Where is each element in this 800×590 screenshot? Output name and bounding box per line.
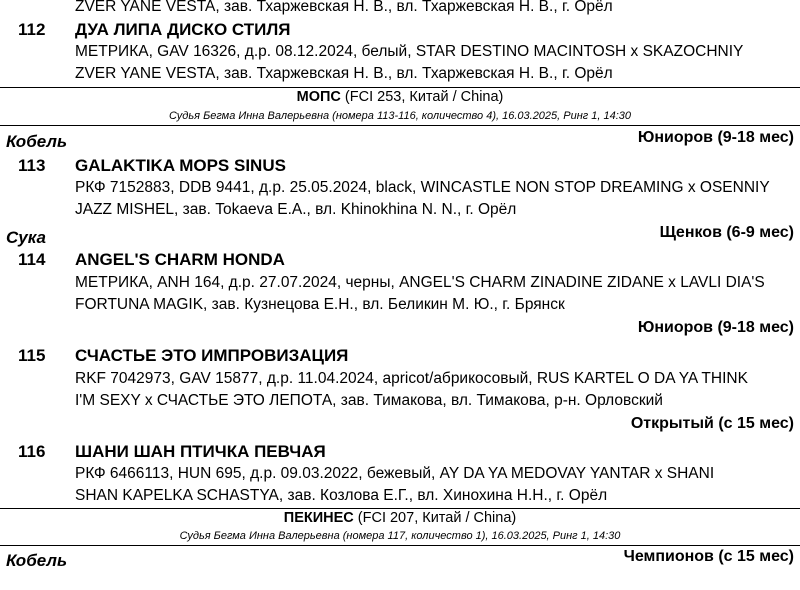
- entry-details-116-line1: РКФ 6466113, HUN 695, д.р. 09.03.2022, бежевый, AY DA YA MEDOVAY YANTAR x SHANI: [75, 465, 715, 482]
- breed-divider: [0, 508, 800, 509]
- class-label-junior: Юниоров (9-18 мес): [637, 129, 794, 146]
- class-label-junior: Юниоров (9-18 мес): [637, 319, 794, 336]
- entry-number-115: 115: [18, 346, 46, 365]
- class-label-puppy: Щенков (6-9 мес): [659, 224, 794, 241]
- judge-info-pekingese: Судья Бегма Инна Валерьевна (номера 117, количество 1), 16.03.2025, Ринг 1, 14:30: [179, 530, 621, 542]
- entry-number-116: 116: [18, 442, 46, 461]
- breed-divider: [0, 125, 800, 126]
- class-label-champion: Чемпионов (с 15 мес): [623, 548, 794, 565]
- entry-details-114-line2: FORTUNA MAGIK, зав. Кузнецова Е.Н., вл. Беликин М. Ю., г. Брянск: [75, 296, 565, 313]
- breed-header-pekingese: [0, 510, 800, 526]
- breed-divider: [0, 545, 800, 546]
- entry-details-116-line2: SHAN KAPELKA SCHASTYA, зав. Козлова Е.Г., вл. Хинохина Н.Н., г. Орёл: [75, 487, 608, 504]
- entry-name-114: ANGEL'S CHARM HONDA: [75, 250, 285, 269]
- breed-divider: [0, 87, 800, 88]
- entry-name-115: СЧАСТЬЕ ЭТО ИМПРОВИЗАЦИЯ: [75, 346, 349, 365]
- breed-header-pug: [0, 89, 800, 105]
- entry-name-113: GALAKTIKA MOPS SINUS: [75, 156, 286, 175]
- entry-details-114-line1: МЕТРИКА, ANH 164, д.р. 27.07.2024, черны, ANGEL'S CHARM ZINADINE ZIDANE x LAVLI DIA'S: [75, 274, 765, 291]
- sex-label-female: Сука: [6, 228, 47, 247]
- entry-details-112-line2: ZVER YANE VESTA, зав. Тхаржевская Н. В., вл. Тхаржевская Н. В., г. Орёл: [75, 65, 613, 82]
- entry-details-115-line1: RKF 7042973, GAV 15877, д.р. 11.04.2024, apricot/абрикосовый, RUS KARTEL O DA YA THINK: [75, 370, 748, 387]
- sex-label-male: Кобель: [6, 551, 68, 570]
- breed-fci: (FCI 253, Китай / China): [344, 89, 504, 105]
- judge-info-pug: Судья Бегма Инна Валерьевна (номера 113-116, количество 4), 16.03.2025, Ринг 1, 14:30: [168, 110, 632, 122]
- entry-number-114: 114: [18, 250, 46, 269]
- entry-continuation-line: ZVER YANE VESTA, зав. Тхаржевская Н. В., вл. Тхаржевская Н. В., г. Орёл: [75, 0, 613, 15]
- entry-name-116: ШАНИ ШАН ПТИЧКА ПЕВЧАЯ: [75, 442, 326, 461]
- entry-details-113-line1: РКФ 7152883, DDB 9441, д.р. 25.05.2024, black, WINCASTLE NON STOP DREAMING x OSENNIY: [75, 179, 770, 196]
- class-label-open: Открытый (с 15 мес): [630, 415, 794, 432]
- entry-details-112-line1: МЕТРИКА, GAV 16326, д.р. 08.12.2024, белый, STAR DESTINO MACINTOSH x SKAZOCHNIY: [75, 43, 744, 60]
- breed-fci: (FCI 207, Китай / China): [357, 510, 517, 526]
- entry-details-115-line2: I'M SEXY x СЧАСТЬЕ ЭТО ЛЕПОТА, зав. Тимакова, вл. Тимакова, р-н. Орловский: [75, 392, 663, 409]
- entry-number-112: 112: [18, 20, 46, 39]
- sex-label-male: Кобель: [6, 132, 68, 151]
- breed-name: ПЕКИНЕС: [283, 510, 354, 526]
- breed-name: МОПС: [296, 89, 341, 105]
- entry-number-113: 113: [18, 156, 46, 175]
- entry-details-113-line2: JAZZ MISHEL, зав. Tokaeva E.A., вл. Khinokhina N. N., г. Орёл: [75, 201, 517, 218]
- entry-name-112: ДУА ЛИПА ДИСКО СТИЛЯ: [75, 20, 291, 39]
